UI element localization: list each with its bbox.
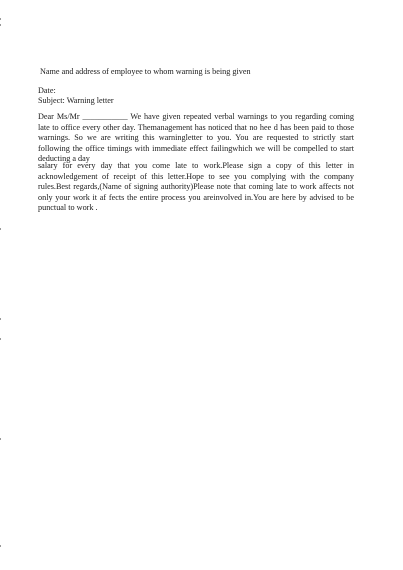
subject-line: Subject: Warning letter	[38, 96, 114, 105]
margin-mark	[0, 228, 1, 230]
margin-mark	[0, 24, 1, 26]
margin-mark	[0, 545, 1, 547]
date-line: Date:	[38, 86, 56, 95]
recipient-heading: Name and address of employee to whom warning is being given	[40, 67, 251, 76]
margin-mark	[0, 438, 1, 440]
body-paragraph-1: Dear Ms/Mr ___________ We have given repeated verbal warnings to you regarding coming late to office every other day. Themanagement has noticed that no hee d has been paid to those warnings. So we are writing this warningletter to you. You are requested to strictly start following the office timings with immediate effect failingwhich we will be compelled to start deducting a day	[38, 112, 354, 164]
margin-mark	[0, 18, 1, 20]
body-paragraph-2: salary for every day that you come late to work.Please sign a copy of this letter in acknowledgement of receipt of this letter.Hope to see you complying with the company rules.Best regards,(Name of signing authority)Please note that coming late to work affects not only your work it af fects the entire process you areinvolved in.You are here by advised to be punctual to work .	[38, 161, 354, 213]
margin-mark	[0, 338, 1, 340]
margin-mark	[0, 318, 1, 320]
